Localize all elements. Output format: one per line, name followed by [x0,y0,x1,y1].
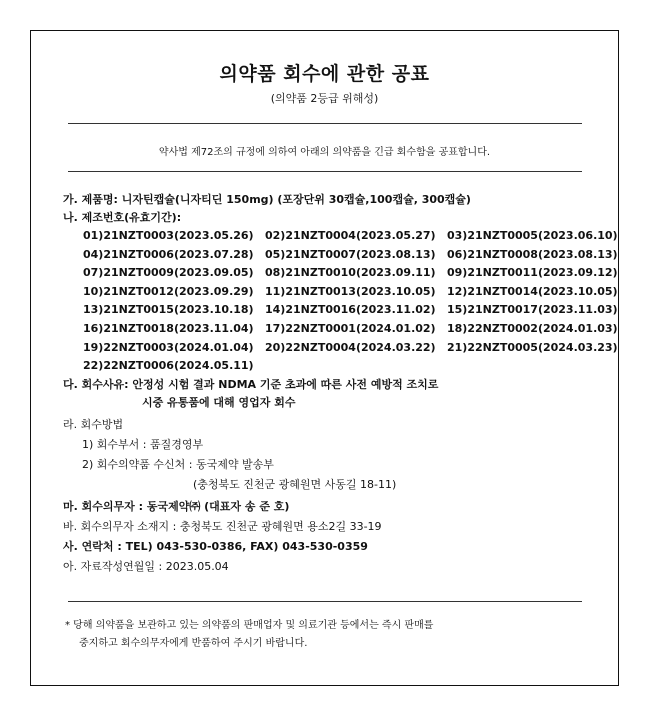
lot-row [83,301,618,320]
product-value: : 니자틴캡슐(니자티딘 150mg) (포장단위 30캡슐,100캡슐, 300캡슐) [113,193,471,206]
lot-item: 19)22NZT0003(2024.01.04) [83,340,254,354]
product-label: 가. 제품명 [63,193,114,206]
page-title: 의약품 회수에 관한 공표 [219,63,430,85]
lot-row [83,320,618,339]
intro-divider [68,171,582,172]
obligor-line: 마. 회수의무자 : 동국제약㈜ (대표자 송 준 호) [63,499,290,513]
lot-row [83,227,618,246]
lot-item: 22)22NZT0006(2024.05.11) [83,359,254,373]
top-divider [68,123,582,124]
method-label: 라. 회수방법 [63,417,124,431]
lot-item: 18)22NZT0002(2024.01.03) [447,321,618,335]
lot-item: 15)21NZT0017(2023.11.03) [447,303,618,317]
lot-item: 12)21NZT0014(2023.10.05) [447,284,618,298]
lot-item: 11)21NZT0013(2023.10.05) [265,284,436,298]
lot-row [83,246,618,265]
lot-item: 13)21NZT0015(2023.10.18) [83,303,254,317]
method-dept: 1) 회수부서 : 품질경영부 [82,437,204,451]
recall-details [63,191,618,576]
lot-item: 14)21NZT0016(2023.11.02) [265,303,436,317]
reason-line2: 시중 유통품에 대해 영업자 회수 [142,395,296,409]
lot-item: 05)21NZT0007(2023.08.13) [265,247,436,261]
intro-text: 약사법 제72조의 규정에 의하여 아래의 의약품을 긴급 회수함을 공표합니다. [158,147,491,158]
lot-item: 02)21NZT0004(2023.05.27) [265,229,436,242]
bottom-divider [68,601,582,602]
obligor-address-line: 바. 회수의무자 소재지 : 충청북도 진천군 광혜원면 용소2길 33-19 [63,519,382,533]
lot-item: 01)21NZT0003(2023.05.26) [83,229,254,242]
lot-item: 08)21NZT0010(2023.09.11) [265,266,436,280]
notice-line2: 중지하고 회수의무자에게 반품하여 주시기 바랍니다. [79,638,308,649]
lot-item: 06)21NZT0008(2023.08.13) [447,247,618,261]
lot-row [83,283,618,302]
lot-item: 03)21NZT0005(2023.06.10) [447,229,618,242]
reason-line1: : 안정성 시험 결과 NDMA 기준 초과에 따른 사전 예방적 조치로 [124,377,439,391]
lot-item: 10)21NZT0012(2023.09.29) [83,284,254,298]
product-line [63,191,603,209]
notice-frame [30,30,619,686]
method-address: (충청북도 진천군 광혜원면 사동길 18-11) [193,477,397,491]
method-receiver: 2) 회수의약품 수신처 : 동국제약 발송부 [82,457,274,471]
lot-item: 16)21NZT0018(2023.11.04) [83,321,254,335]
lots-label: 나. 제조번호(유효기간): [63,211,182,224]
notice-text [65,617,585,653]
lot-item: 04)21NZT0006(2023.07.28) [83,247,254,261]
lot-row [83,264,618,283]
notice-line1: * 당해 의약품을 보관하고 있는 의약품의 판매업자 및 의료기관 등에서는 즉시 판매를 [65,620,434,631]
lot-row [83,339,618,358]
lot-item: 20)22NZT0004(2024.03.22) [265,340,436,354]
reason-line [63,376,603,394]
lot-item: 07)21NZT0009(2023.09.05) [83,266,254,280]
lot-item: 17)22NZT0001(2024.01.02) [265,321,436,335]
lot-item: 09)21NZT0011(2023.09.12) [447,266,618,280]
lots-list [83,227,618,376]
lot-row [83,357,603,376]
contact-line: 사. 연락처 : TEL) 043-530-0386, FAX) 043-530-0359 [63,539,368,553]
reason-label: 다. 회수사유 [63,377,125,391]
lot-item: 21)22NZT0005(2024.03.23) [447,340,618,354]
date-line: 아. 자료작성연월일 : 2023.05.04 [63,559,229,573]
page-subtitle: (의약품 2등급 위해성) [270,92,379,105]
